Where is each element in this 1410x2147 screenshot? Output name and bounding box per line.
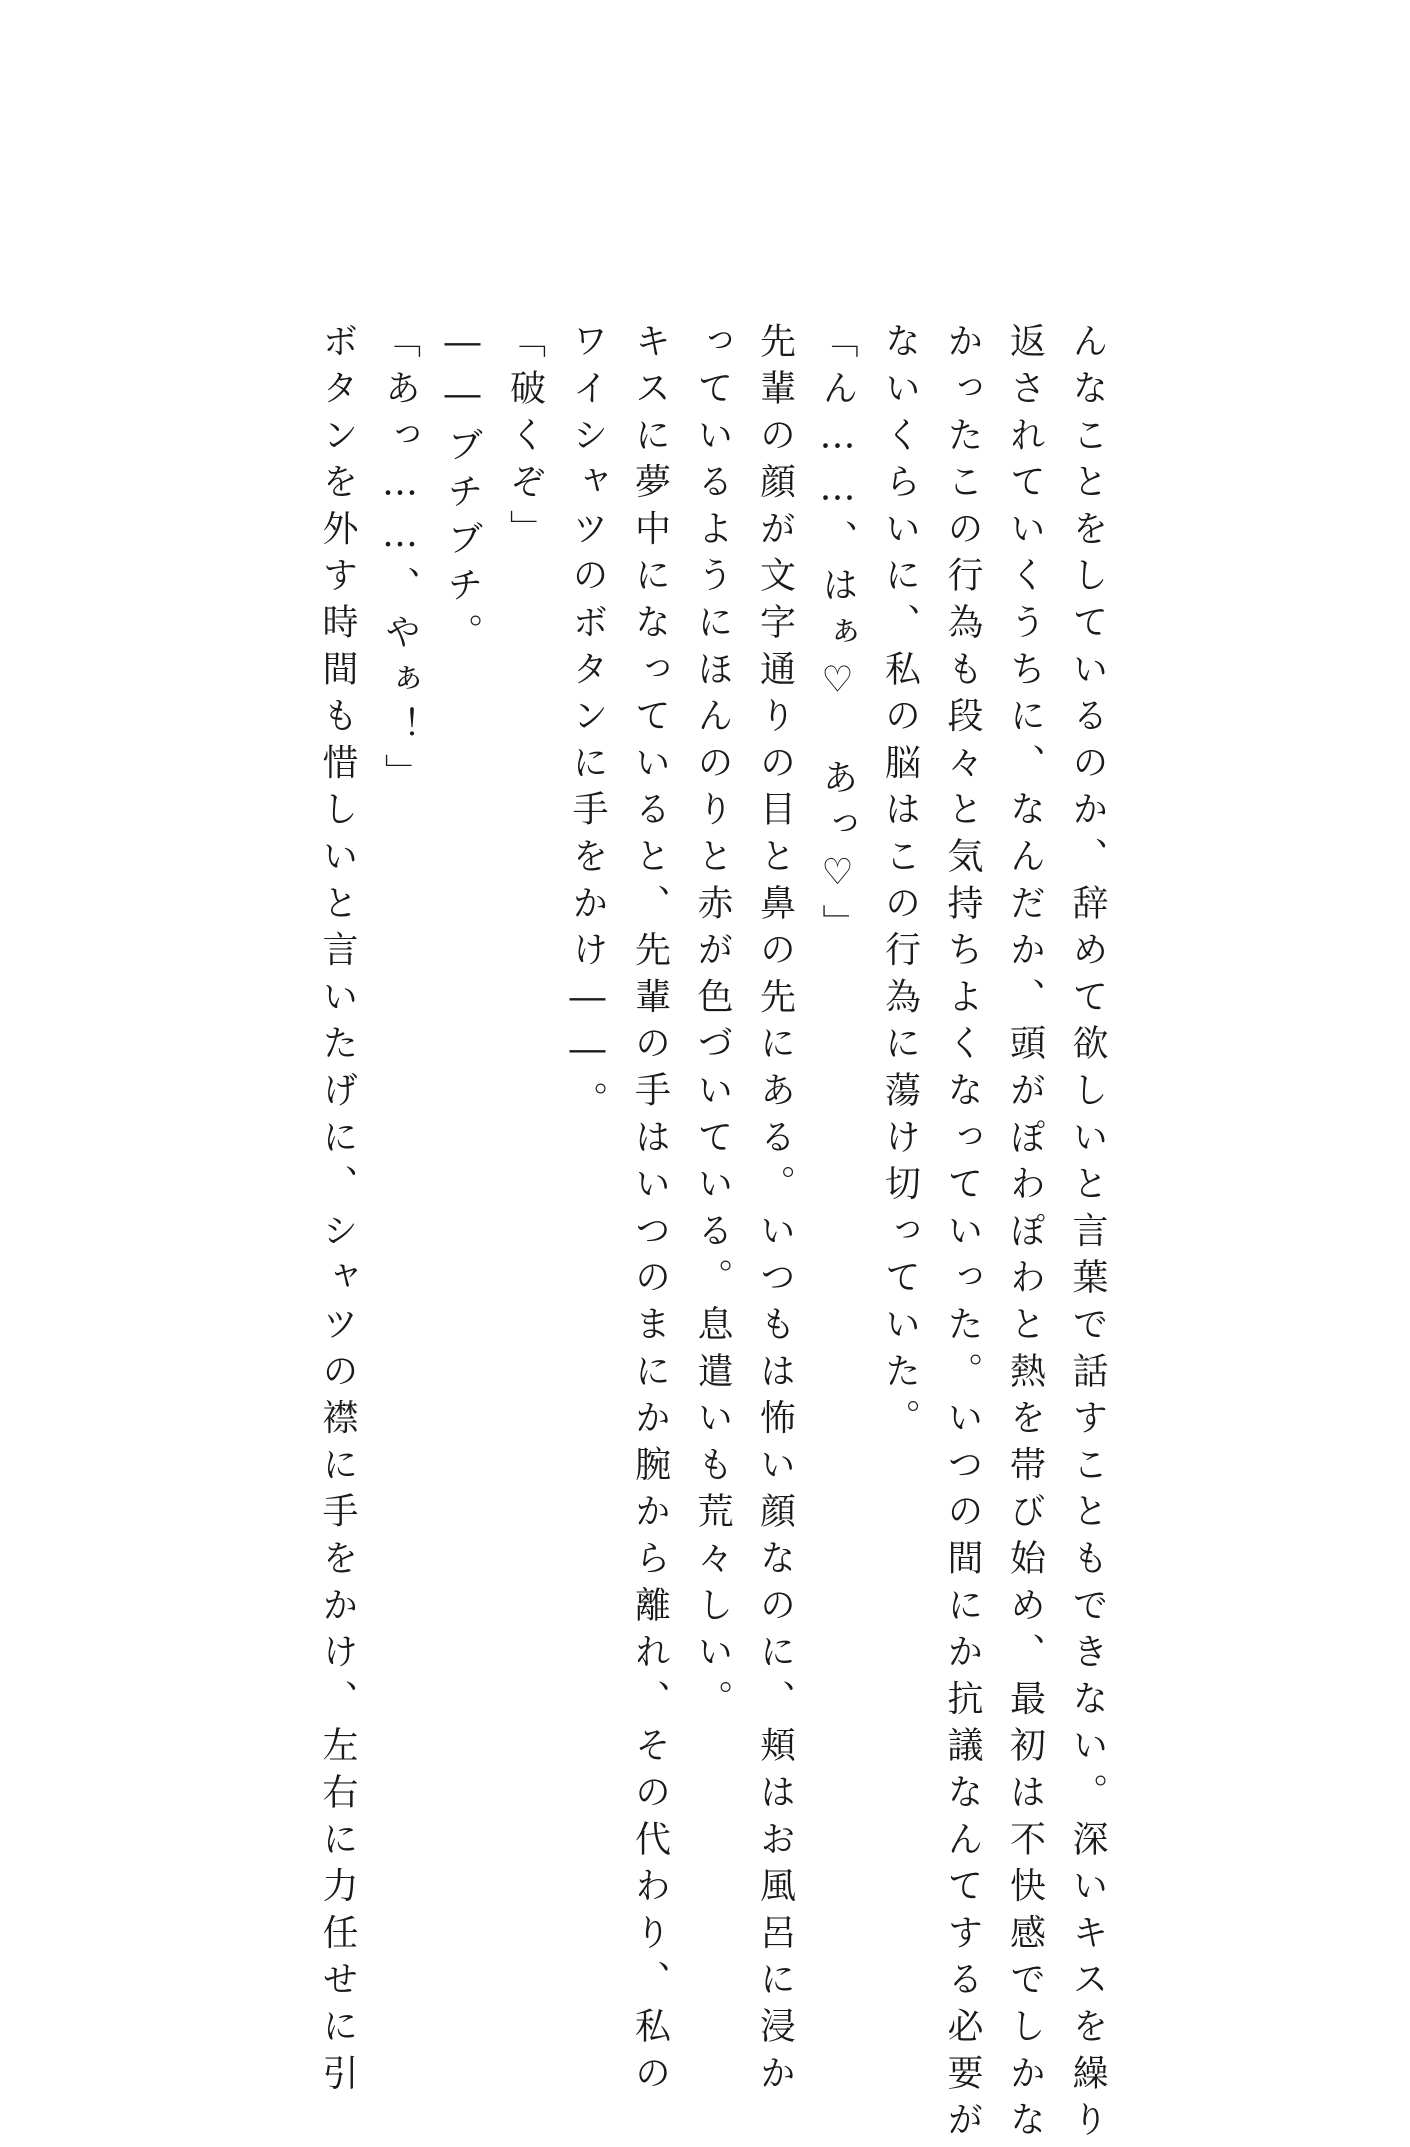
dialogue-line: 「あっ……、やぁ！」: [379, 322, 421, 800]
dialogue-line: 「ん……、はぁ♡ あっ♡」: [817, 322, 858, 951]
text-line: 返されていくうちに、なんだか、頭がぽわぽわと熱を帯び始め、最初は不快感でしかな: [1004, 322, 1046, 2147]
text-line: かったこの行為も段々と気持ちよくなっていった。いつの間にか抗議なんてする必要が: [942, 322, 983, 2147]
vertical-text-body: [306, 322, 1119, 2147]
text-line: ――ブチブチ。: [442, 322, 483, 660]
text-line: ボタンを外す時間も惜しいと言いたげに、シャツの襟に手をかけ、左右に力任せに引: [317, 322, 358, 2101]
text-line: キスに夢中になっていると、先輩の手はいつのまにか腕から離れ、その代わり、私の: [629, 322, 671, 2101]
text-line: っているようにほんのりと赤が色づいている。息遣いも荒々しい。: [692, 322, 733, 1726]
text-line: ないくらいに、私の脳はこの行為に蕩け切っていた。: [879, 322, 921, 1446]
dialogue-line: 「破くぞ」: [504, 322, 546, 556]
text-line: ワイシャツのボタンに手をかけ――。: [567, 322, 608, 1128]
text-line: んなことをしているのか、辞めて欲しいと言葉で話すこともできない。深いキスを繰り: [1067, 322, 1108, 2147]
text-line: 先輩の顔が文字通りの目と鼻の先にある。いつもは怖い顔なのに、頬はお風呂に浸か: [754, 322, 796, 2101]
